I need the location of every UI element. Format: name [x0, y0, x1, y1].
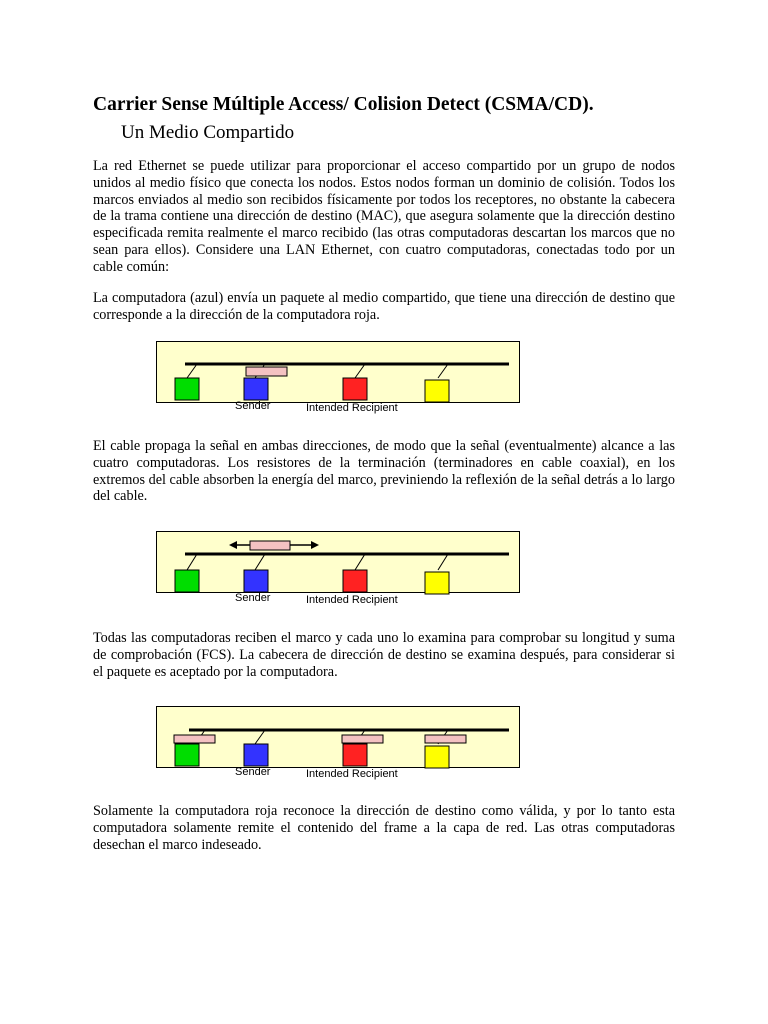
sender-label: Sender [235, 766, 271, 778]
drop-line [187, 364, 197, 378]
diagram-frame-propagating [156, 531, 520, 606]
drop-line [355, 364, 365, 378]
document-subtitle: Un Medio Compartido [121, 122, 295, 143]
computer-yellow [425, 380, 449, 402]
paragraph-intro: La red Ethernet se puede utilizar para proporcionar el acceso compartido por un grupo de nodos unidos al medio físico que conecta los nodos. Estos nodos forman un dominio de colisión. Todos los marcos enviados al medio son recibidos físicamente por todos los receptores, no obstante la cabecera de la trama contiene una dirección de destino (MAC), que asegura solamente que la dirección destino especificada remita realmente el marco recibido (las otras computadoras descartan los marcos que no sean para ellos). Considere una LAN Ethernet, con cuatro computadoras, conectadas todo por un cable común: [93, 158, 675, 275]
drop-line [355, 554, 365, 570]
computer-red-recipient [343, 744, 367, 766]
ethernet-frame [174, 735, 215, 743]
drop-line [187, 554, 197, 570]
ethernet-frame [250, 541, 290, 550]
computer-green [175, 744, 199, 766]
diagram-frame-sent [156, 341, 520, 414]
computer-blue-sender [244, 570, 268, 592]
computer-yellow [425, 572, 449, 594]
paragraph-sender: La computadora (azul) envía un paquete al medio compartido, que tiene una dirección de destino que corresponde a la dirección de la computadora roja. [93, 290, 675, 323]
lan-diagram-svg [157, 707, 521, 780]
paragraph-reception: Todas las computadoras reciben el marco y cada uno lo examina para comprobar su longitud y suma de comprobación (FCS). La cabecera de dirección de destino se examina después, para considerar si el paquete es aceptado por la computadora. [93, 630, 675, 680]
arrow-left-icon [229, 541, 237, 549]
drop-line [255, 554, 265, 570]
computer-yellow [425, 746, 449, 768]
recipient-label: Intended Recipient [306, 402, 398, 414]
sender-label: Sender [235, 592, 271, 604]
paragraph-propagation: El cable propaga la señal en ambas direcciones, de modo que la señal (eventualmente) alcance a las cuatro computadoras. Los resistores de la terminación (terminadores en cable coaxial), en los extremos del cable absorben la energía del marco, previniendo la reflexión de la señal detrás a lo largo del cable. [93, 438, 675, 505]
computer-blue-sender [244, 744, 268, 766]
drop-line [438, 554, 448, 570]
computer-red-recipient [343, 570, 367, 592]
lan-diagram-svg [157, 342, 521, 414]
drop-line [255, 730, 265, 744]
ethernet-frame [342, 735, 383, 743]
computer-green [175, 378, 199, 400]
lan-diagram-svg [157, 532, 521, 606]
recipient-label: Intended Recipient [306, 594, 398, 606]
computer-green [175, 570, 199, 592]
drop-line [438, 364, 448, 378]
paragraph-conclusion: Solamente la computadora roja reconoce la dirección de destino como válida, y por lo tanto esta computadora solamente remite el contenido del frame a la capa de red. Las otras computadoras desechan el marco indeseado. [93, 803, 675, 853]
computer-red-recipient [343, 378, 367, 400]
ethernet-frame [246, 367, 287, 376]
computer-blue-sender [244, 378, 268, 400]
diagram-frame-received [156, 706, 520, 780]
recipient-label: Intended Recipient [306, 768, 398, 780]
sender-label: Sender [235, 400, 271, 412]
arrow-right-icon [311, 541, 319, 549]
document-title: Carrier Sense Múltiple Access/ Colision Detect (CSMA/CD). [93, 94, 594, 115]
ethernet-frame [425, 735, 466, 743]
